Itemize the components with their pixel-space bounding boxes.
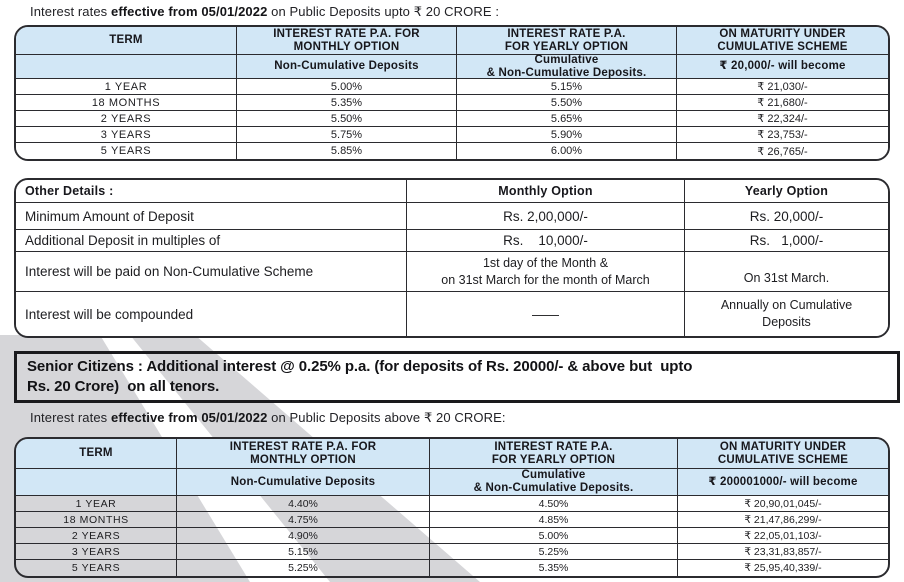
table-cell: ₹ 21,47,86,299/- bbox=[678, 512, 888, 528]
table-cell: 4.90% bbox=[177, 528, 430, 544]
rates-table-upto-20-crore bbox=[14, 25, 890, 161]
detail-label: Interest will be paid on Non-Cumulative Scheme bbox=[16, 252, 407, 292]
header-line: FOR YEARLY OPTION bbox=[504, 40, 629, 53]
subheader-line: ₹ 20,000/- will become bbox=[719, 60, 846, 72]
table-cell: 5.15% bbox=[177, 544, 430, 560]
table-cell: 5.35% bbox=[237, 95, 457, 111]
heading-effective-date: effective from 05/01/2022 bbox=[110, 4, 268, 19]
subheader-term-empty bbox=[16, 469, 177, 496]
col-header-term bbox=[16, 27, 237, 55]
table-cell: 5.50% bbox=[237, 111, 457, 127]
subheader-line: Cumulative bbox=[534, 53, 599, 66]
header-line: MONTHLY OPTION bbox=[293, 40, 400, 53]
table-cell: ₹ 23,31,83,857/- bbox=[678, 544, 888, 560]
subheader-monthly bbox=[177, 469, 430, 496]
value-line: Annually on Cumulative bbox=[720, 298, 853, 312]
header-line: INTEREST RATE P.A. bbox=[494, 440, 613, 453]
header-line: ON MATURITY UNDER bbox=[719, 440, 847, 453]
subheader-line: & Non-Cumulative Deposits. bbox=[486, 66, 647, 79]
heading-rates-above-20-crore bbox=[30, 410, 506, 426]
table-cell: ₹ 21,030/- bbox=[677, 79, 888, 95]
table-cell: ₹ 22,05,01,103/- bbox=[678, 528, 888, 544]
table-cell: ₹ 23,753/- bbox=[677, 127, 888, 143]
header-line: MONTHLY OPTION bbox=[250, 453, 356, 466]
yearly-option-header: Yearly Option bbox=[685, 180, 888, 203]
table-cell: 5.75% bbox=[237, 127, 457, 143]
table-cell: 5.85% bbox=[237, 143, 457, 159]
table-cell: 4.50% bbox=[430, 496, 678, 512]
heading-rates-upto-20-crore bbox=[30, 4, 499, 20]
monthly-option-header: Monthly Option bbox=[407, 180, 685, 203]
detail-label: Minimum Amount of Deposit bbox=[16, 203, 407, 230]
col-header-term bbox=[16, 439, 177, 469]
other-details-header: Other Details : bbox=[16, 180, 407, 203]
subheader-line: ₹ 200001000/- will become bbox=[708, 475, 858, 488]
header-line: INTEREST RATE P.A. FOR bbox=[229, 440, 377, 453]
table-cell: 2 YEARS bbox=[16, 528, 177, 544]
table-cell: 18 MONTHS bbox=[16, 512, 177, 528]
table-cell: 5.15% bbox=[457, 79, 677, 95]
table-cell: 5.00% bbox=[237, 79, 457, 95]
other-details-table bbox=[14, 178, 890, 338]
subheader-line: Cumulative bbox=[521, 469, 586, 481]
header-line: TERM bbox=[109, 34, 143, 46]
table-cell: 5.25% bbox=[177, 560, 430, 576]
detail-yearly-value bbox=[685, 292, 888, 336]
table-cell: 1 YEAR bbox=[16, 496, 177, 512]
col-header-monthly bbox=[177, 439, 430, 469]
table-grid bbox=[16, 439, 888, 576]
table-cell: 3 YEARS bbox=[16, 127, 237, 143]
value-line: Deposits bbox=[762, 315, 811, 329]
header-line: TERM bbox=[79, 447, 113, 459]
detail-yearly-value: Rs. 20,000/- bbox=[685, 203, 888, 230]
subheader-term-empty bbox=[16, 55, 237, 79]
table-cell: 5.00% bbox=[430, 528, 678, 544]
col-header-yearly bbox=[430, 439, 678, 469]
header-line: CUMULATIVE SCHEME bbox=[717, 40, 848, 53]
table-cell: 5 YEARS bbox=[16, 560, 177, 576]
table-cell: 5.25% bbox=[430, 544, 678, 560]
detail-monthly-value: Rs. 2,00,000/- bbox=[407, 203, 685, 230]
table-cell: 5.35% bbox=[430, 560, 678, 576]
subheader-line: Non-Cumulative Deposits bbox=[274, 60, 419, 72]
col-header-maturity bbox=[678, 439, 888, 469]
subheader-maturity bbox=[677, 55, 888, 79]
header-line: FOR YEARLY OPTION bbox=[491, 453, 616, 466]
heading-text: on Public Deposits upto ₹ 20 CRORE : bbox=[267, 4, 500, 19]
senior-note-line: Senior Citizens : Additional interest @ 0.25% p.a. (for deposits of Rs. 20000/- & above but upto bbox=[27, 358, 693, 375]
header-line: INTEREST RATE P.A. bbox=[507, 27, 626, 40]
heading-effective-date: effective from 05/01/2022 bbox=[110, 410, 268, 425]
detail-monthly-value: Rs. 10,000/- bbox=[407, 230, 685, 252]
col-header-monthly bbox=[237, 27, 457, 55]
detail-label: Interest will be compounded bbox=[16, 292, 407, 336]
table-grid bbox=[16, 180, 888, 336]
rates-table-above-20-crore bbox=[14, 437, 890, 578]
subheader-maturity bbox=[678, 469, 888, 496]
table-cell: 4.40% bbox=[177, 496, 430, 512]
table-cell: ₹ 22,324/- bbox=[677, 111, 888, 127]
table-cell: ₹ 21,680/- bbox=[677, 95, 888, 111]
value-line: 1st day of the Month & bbox=[482, 255, 609, 270]
table-cell: 5.65% bbox=[457, 111, 677, 127]
header-line: INTEREST RATE P.A. FOR bbox=[273, 27, 420, 40]
subheader-line: & Non-Cumulative Deposits. bbox=[473, 482, 634, 494]
table-grid bbox=[16, 27, 888, 159]
table-cell: 2 YEARS bbox=[16, 111, 237, 127]
table-cell: 4.75% bbox=[177, 512, 430, 528]
table-cell: 5.50% bbox=[457, 95, 677, 111]
heading-text: Interest rates bbox=[30, 4, 111, 19]
subheader-line: Non-Cumulative Deposits bbox=[230, 475, 376, 488]
table-cell: 3 YEARS bbox=[16, 544, 177, 560]
heading-text: Interest rates bbox=[30, 410, 111, 425]
detail-yearly-value bbox=[685, 252, 888, 292]
col-header-maturity bbox=[677, 27, 888, 55]
table-cell: 5 YEARS bbox=[16, 143, 237, 159]
senior-note-line: Rs. 20 Crore) on all tenors. bbox=[27, 378, 220, 395]
subheader-yearly bbox=[457, 55, 677, 79]
senior-citizens-note bbox=[14, 351, 900, 403]
table-cell: 5.90% bbox=[457, 127, 677, 143]
value-line: On 31st March. bbox=[743, 271, 830, 285]
table-cell: 6.00% bbox=[457, 143, 677, 159]
table-cell: 4.85% bbox=[430, 512, 678, 528]
col-header-yearly bbox=[457, 27, 677, 55]
value-line: on 31st March for the month of March bbox=[441, 272, 650, 287]
table-cell: ₹ 25,95,40,339/- bbox=[744, 562, 822, 574]
subheader-monthly bbox=[237, 55, 457, 79]
table-cell: 1 YEAR bbox=[16, 79, 237, 95]
detail-yearly-value: Rs. 1,000/- bbox=[685, 230, 888, 252]
detail-monthly-value bbox=[407, 252, 685, 292]
table-cell: 18 MONTHS bbox=[16, 95, 237, 111]
subheader-yearly bbox=[430, 469, 678, 496]
detail-monthly-value: —— bbox=[407, 292, 685, 336]
header-line: ON MATURITY UNDER bbox=[719, 27, 846, 40]
detail-label: Additional Deposit in multiples of bbox=[16, 230, 407, 252]
header-line: CUMULATIVE SCHEME bbox=[717, 453, 849, 466]
table-cell: ₹ 20,90,01,045/- bbox=[678, 496, 888, 512]
table-cell: ₹ 26,765/- bbox=[677, 143, 888, 159]
heading-text: on Public Deposits above ₹ 20 CRORE: bbox=[267, 410, 506, 425]
